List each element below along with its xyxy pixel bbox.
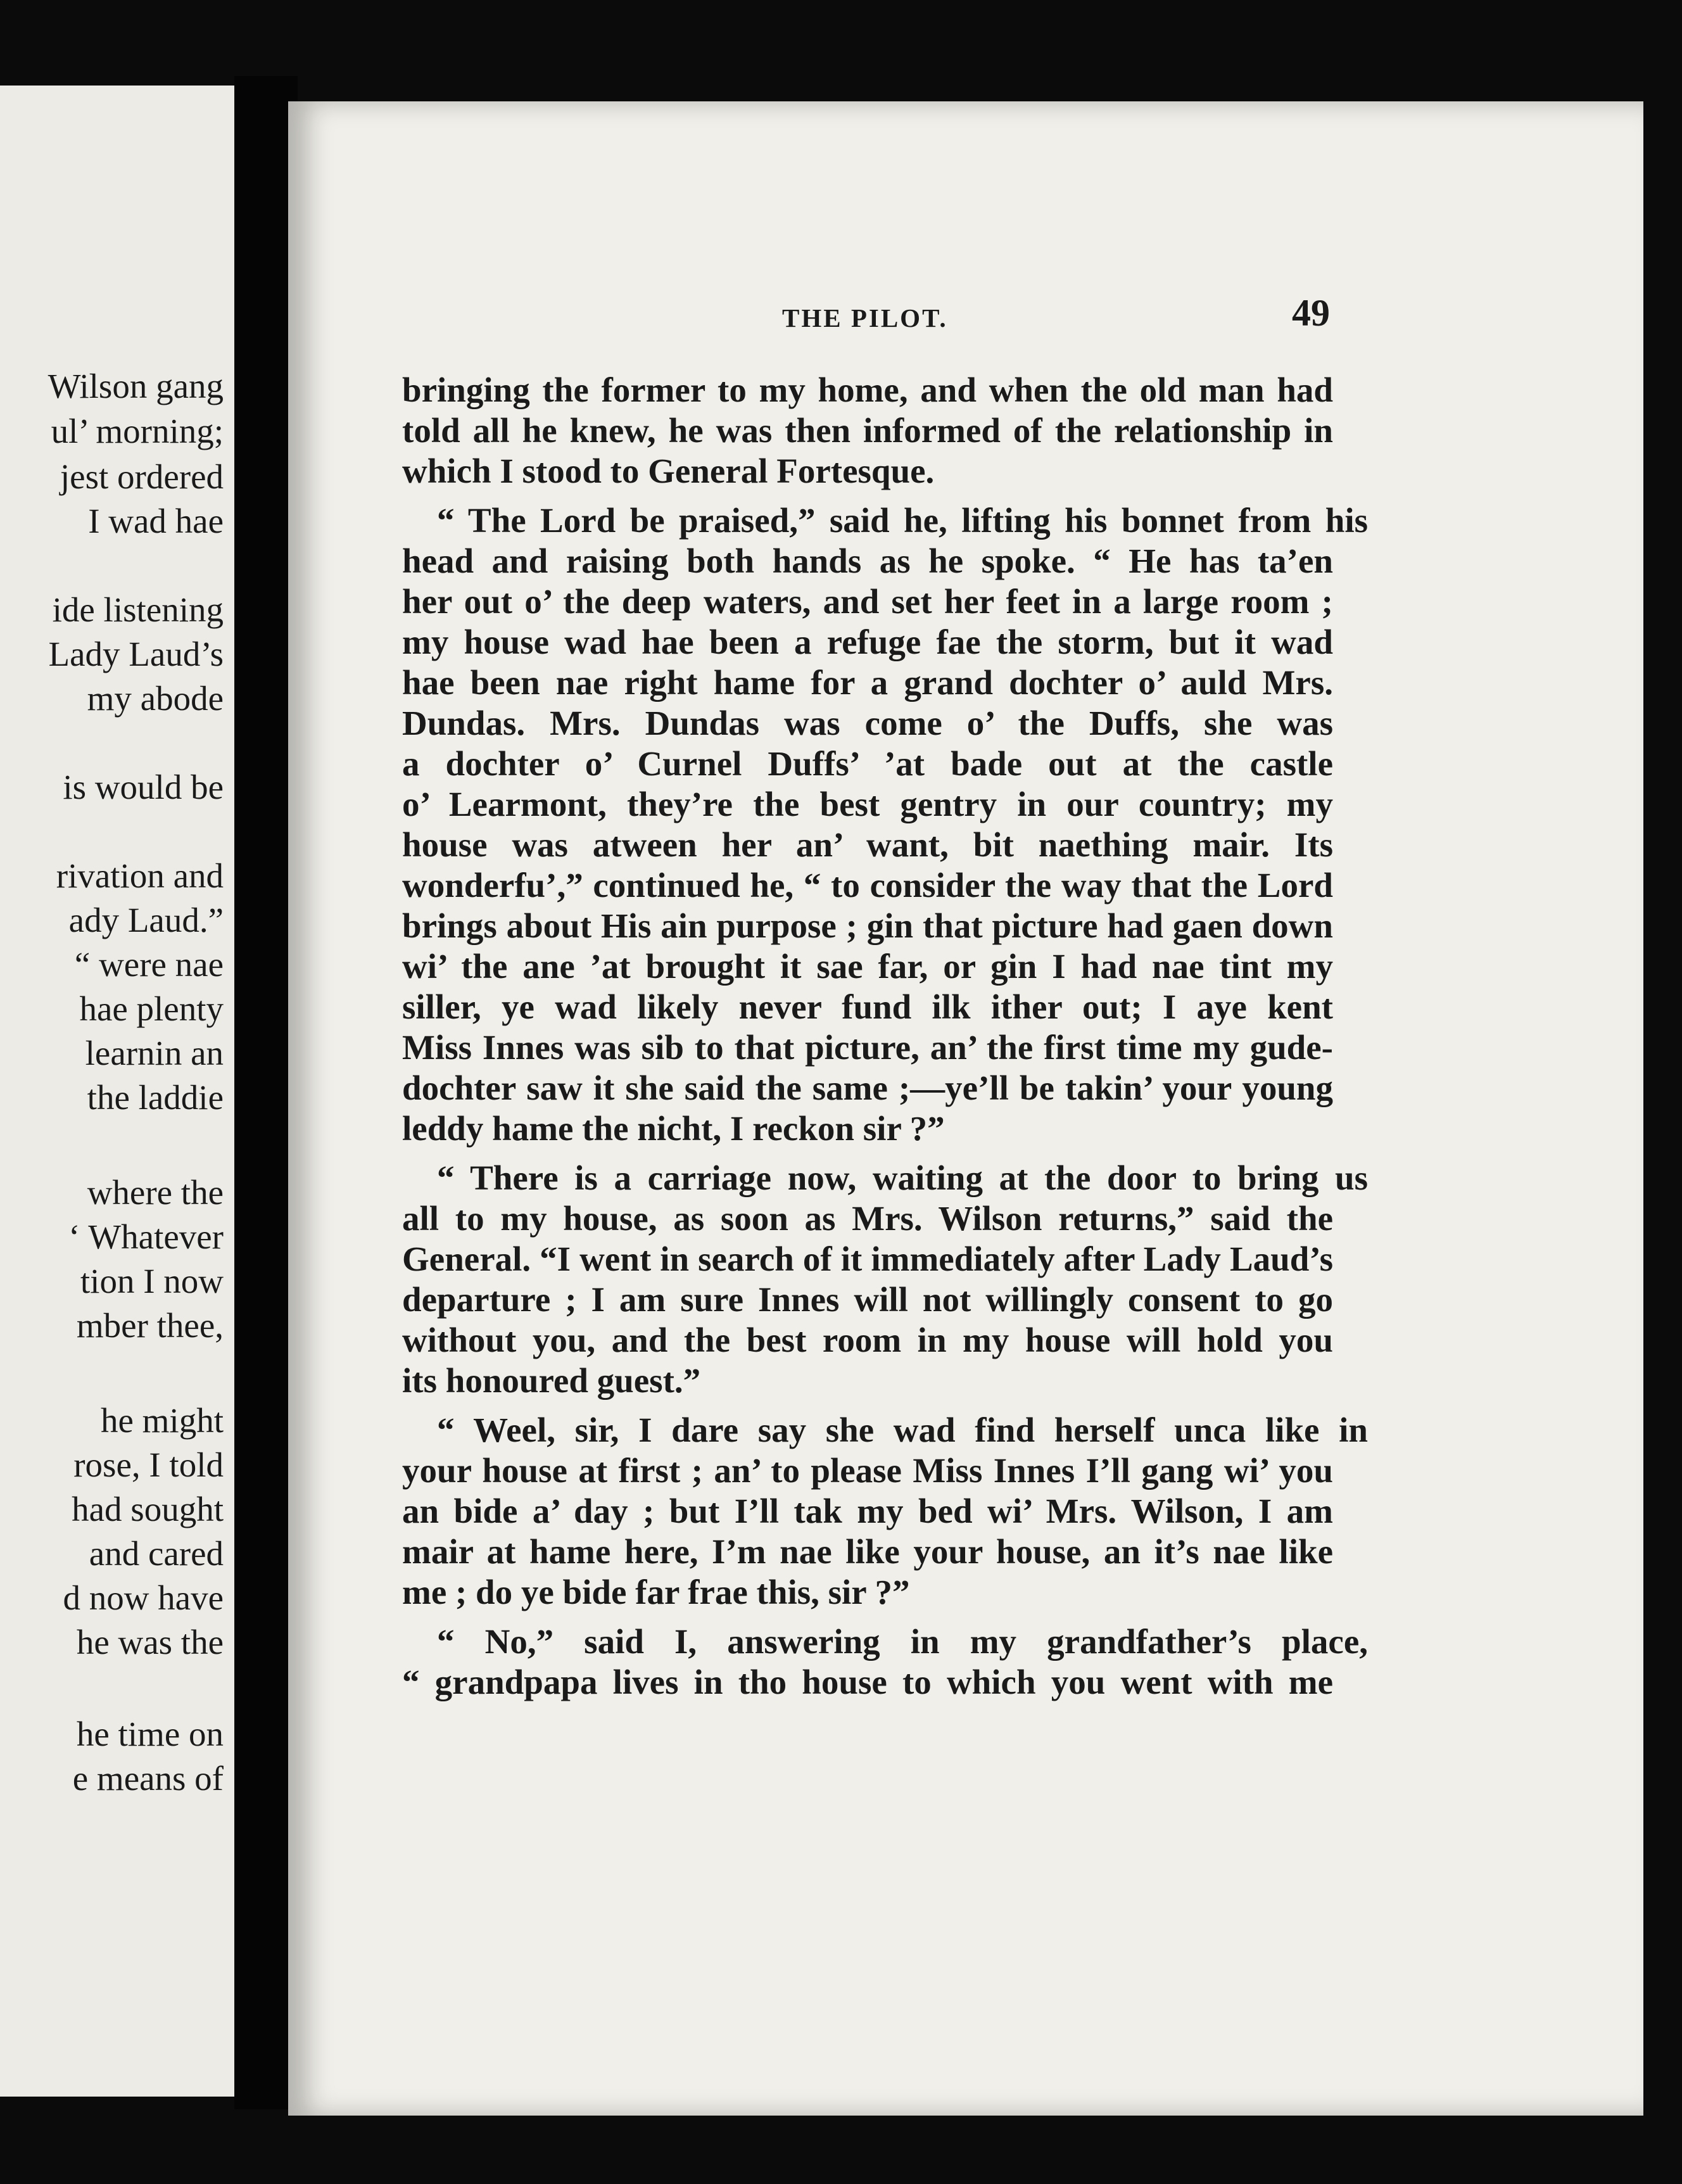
left-page-line: e means of (72, 1759, 224, 1798)
left-page-line: he was the (76, 1623, 224, 1661)
text-line: siller, ye wad likely never fund ilk ither out; I aye kent (402, 987, 1333, 1026)
left-page-line: he time on (76, 1715, 224, 1753)
left-page-line: rivation and (56, 856, 224, 895)
text-line: mair at hame here, I’m nae like your house, an it’s nae like (402, 1532, 1333, 1571)
running-head: THE PILOT. (782, 303, 948, 333)
text-line: without you, and the best room in my house will hold you (402, 1321, 1333, 1359)
left-page-line: where the (87, 1173, 224, 1212)
text-line: o’ Learmont, they’re the best gentry in our country; my (402, 785, 1333, 823)
text-line: “ Weel, sir, I dare say she wad find herself unca like in (437, 1411, 1368, 1449)
text-line: departure ; I am sure Innes will not willingly consent to go (402, 1280, 1333, 1319)
left-page-line: the laddie (87, 1078, 224, 1117)
text-line: which I stood to General Fortesque. (402, 452, 935, 490)
text-line: General. “I went in search of it immediately after Lady Laud’s (402, 1240, 1333, 1278)
left-page-line: ady Laud.” (68, 901, 224, 939)
text-line: house was atween her an’ want, bit naething mair. Its (402, 825, 1333, 864)
text-line: dochter saw it she said the same ;—ye’ll be takin’ your young (402, 1069, 1333, 1107)
left-page-line: my abode (87, 679, 224, 718)
text-line: “ No,” said I, answering in my grandfather’s place, (437, 1622, 1368, 1661)
left-page-line: “ were nae (74, 945, 224, 984)
text-line: head and raising both hands as he spoke. “ He has ta’en (402, 542, 1333, 580)
left-page-line: ul’ morning; (51, 412, 224, 450)
text-line: brings about His ain purpose ; gin that picture had gaen down (402, 906, 1333, 945)
text-line: “ The Lord be praised,” said he, lifting his bonnet from his (437, 501, 1368, 540)
text-line: leddy hame the nicht, I reckon sir ?” (402, 1109, 945, 1148)
left-page-line: had sought (72, 1490, 224, 1528)
text-line: my house wad hae been a refuge fae the storm, but it wad (402, 623, 1333, 661)
left-page-line: is would be (63, 768, 224, 806)
page-number: 49 (1292, 292, 1330, 334)
text-line: her out o’ the deep waters, and set her feet in a large room ; (402, 582, 1333, 621)
left-page-line: d now have (63, 1578, 224, 1617)
text-line: Dundas. Mrs. Dundas was come o’ the Duffs, she was (402, 704, 1333, 742)
text-line: me ; do ye bide far frae this, sir ?” (402, 1573, 910, 1611)
left-page-line: he might (100, 1401, 224, 1440)
text-line: told all he knew, he was then informed of the relationship in (402, 411, 1333, 450)
left-page-line: Lady Laud’s (48, 635, 224, 673)
text-line: an bide a’ day ; but I’ll tak my bed wi’ Mrs. Wilson, I am (402, 1492, 1333, 1530)
left-page-line: ‘ Whatever (68, 1217, 224, 1256)
left-page-line: I wad hae (88, 502, 224, 540)
text-line: wi’ the ane ’at brought it sae far, or gin I had nae tint my (402, 947, 1333, 986)
text-line: wonderfu’,” continued he, “ to consider the way that the Lord (402, 866, 1333, 905)
text-line: “ grandpapa lives in tho house to which you went with me (402, 1663, 1333, 1701)
text-line: bringing the former to my home, and when the old man had (402, 371, 1333, 409)
text-line: Miss Innes was sib to that picture, an’ the first time my gude- (402, 1028, 1333, 1067)
text-line: hae been nae right hame for a grand dochter o’ auld Mrs. (402, 663, 1333, 702)
left-page (0, 86, 256, 2097)
left-page-line: hae plenty (79, 989, 224, 1028)
left-page-line: learnin an (85, 1034, 224, 1072)
text-line: a dochter o’ Curnel Duffs’ ’at bade out at the castle (402, 744, 1333, 783)
text-line: its honoured guest.” (402, 1361, 701, 1400)
left-page-line: mber thee, (76, 1306, 224, 1345)
right-page (288, 101, 1643, 2116)
text-line: “ There is a carriage now, waiting at the door to bring us (437, 1159, 1368, 1197)
left-page-line: ide listening (52, 590, 224, 629)
left-page-line: Wilson gang (47, 367, 224, 405)
text-line: your house at first ; an’ to please Miss Innes I’ll gang wi’ you (402, 1451, 1333, 1490)
left-page-line: tion I now (80, 1262, 224, 1300)
left-page-line: and cared (89, 1534, 224, 1573)
text-line: all to my house, as soon as Mrs. Wilson returns,” said the (402, 1199, 1333, 1238)
left-page-line: jest ordered (60, 457, 224, 496)
left-page-line: rose, I told (73, 1445, 224, 1484)
